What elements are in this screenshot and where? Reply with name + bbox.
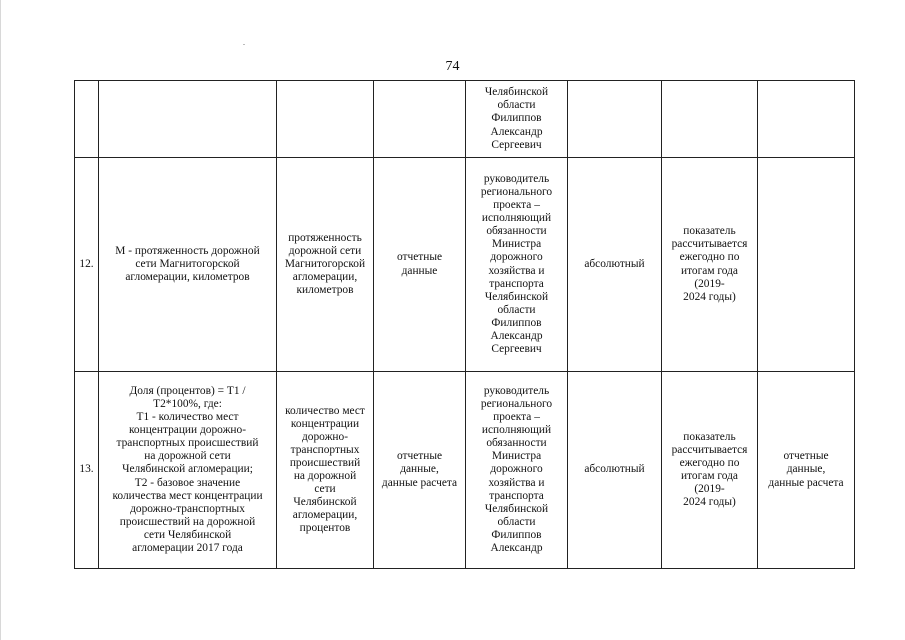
indicator-cell bbox=[277, 81, 374, 158]
responsible-cell: руководитель регионального проекта – исполняющий обязанности Министра дорожного хозяйства и транспорта Челябинской области Филиппов Александр bbox=[466, 372, 568, 569]
page-number: 74 bbox=[445, 59, 460, 74]
indicator-table bbox=[74, 80, 855, 569]
extra-cell bbox=[758, 158, 855, 372]
value-type-cell: абсолютный bbox=[568, 372, 662, 569]
data-source-cell bbox=[374, 81, 466, 158]
row-number-cell bbox=[75, 81, 99, 158]
responsible-cell: руководитель регионального проекта – исполняющий обязанности Министра дорожного хозяйства и транспорта Челябинской области Филиппов Александр Сергеевич bbox=[466, 158, 568, 372]
indicator-cell: количество мест концентрации дорожно- транспортных происшествий на дорожной сети Челябинской агломерации, процентов bbox=[277, 372, 374, 569]
scan-speck bbox=[243, 44, 245, 45]
calculation-period-cell bbox=[662, 81, 758, 158]
responsible-cell: Челябинской области Филиппов Александр Сергеевич bbox=[466, 81, 568, 158]
extra-cell: отчетные данные, данные расчета bbox=[758, 372, 855, 569]
value-type-cell: абсолютный bbox=[568, 158, 662, 372]
data-source-cell: отчетные данные bbox=[374, 158, 466, 372]
calculation-period-cell: показатель рассчитывается ежегодно по итогам года (2019- 2024 годы) bbox=[662, 372, 758, 569]
table-row-13 bbox=[75, 372, 855, 569]
calculation-period-cell: показатель рассчитывается ежегодно по итогам года (2019- 2024 годы) bbox=[662, 158, 758, 372]
value-type-cell bbox=[568, 81, 662, 158]
formula-cell bbox=[99, 81, 277, 158]
scan-edge bbox=[0, 0, 1, 640]
table-row-continued bbox=[75, 81, 855, 158]
extra-cell bbox=[758, 81, 855, 158]
table-row-12 bbox=[75, 158, 855, 372]
row-number-cell: 13. bbox=[75, 372, 99, 569]
indicator-cell: протяженность дорожной сети Магнитогорской агломерации, километров bbox=[277, 158, 374, 372]
formula-cell: Доля (процентов) = Т1 / Т2*100%, где: Т1 - количество мест концентрации дорожно- транспортных происшествий на дорожной сети Челябинской агломерации; Т2 - базовое значение количества мест концентрации дорожно-транспортных происшествий на дорожной сети Челябинской агломерации 2017 года bbox=[99, 372, 277, 569]
data-source-cell: отчетные данные, данные расчета bbox=[374, 372, 466, 569]
formula-cell: М - протяженность дорожной сети Магнитогорской агломерации, километров bbox=[99, 158, 277, 372]
row-number-cell: 12. bbox=[75, 158, 99, 372]
